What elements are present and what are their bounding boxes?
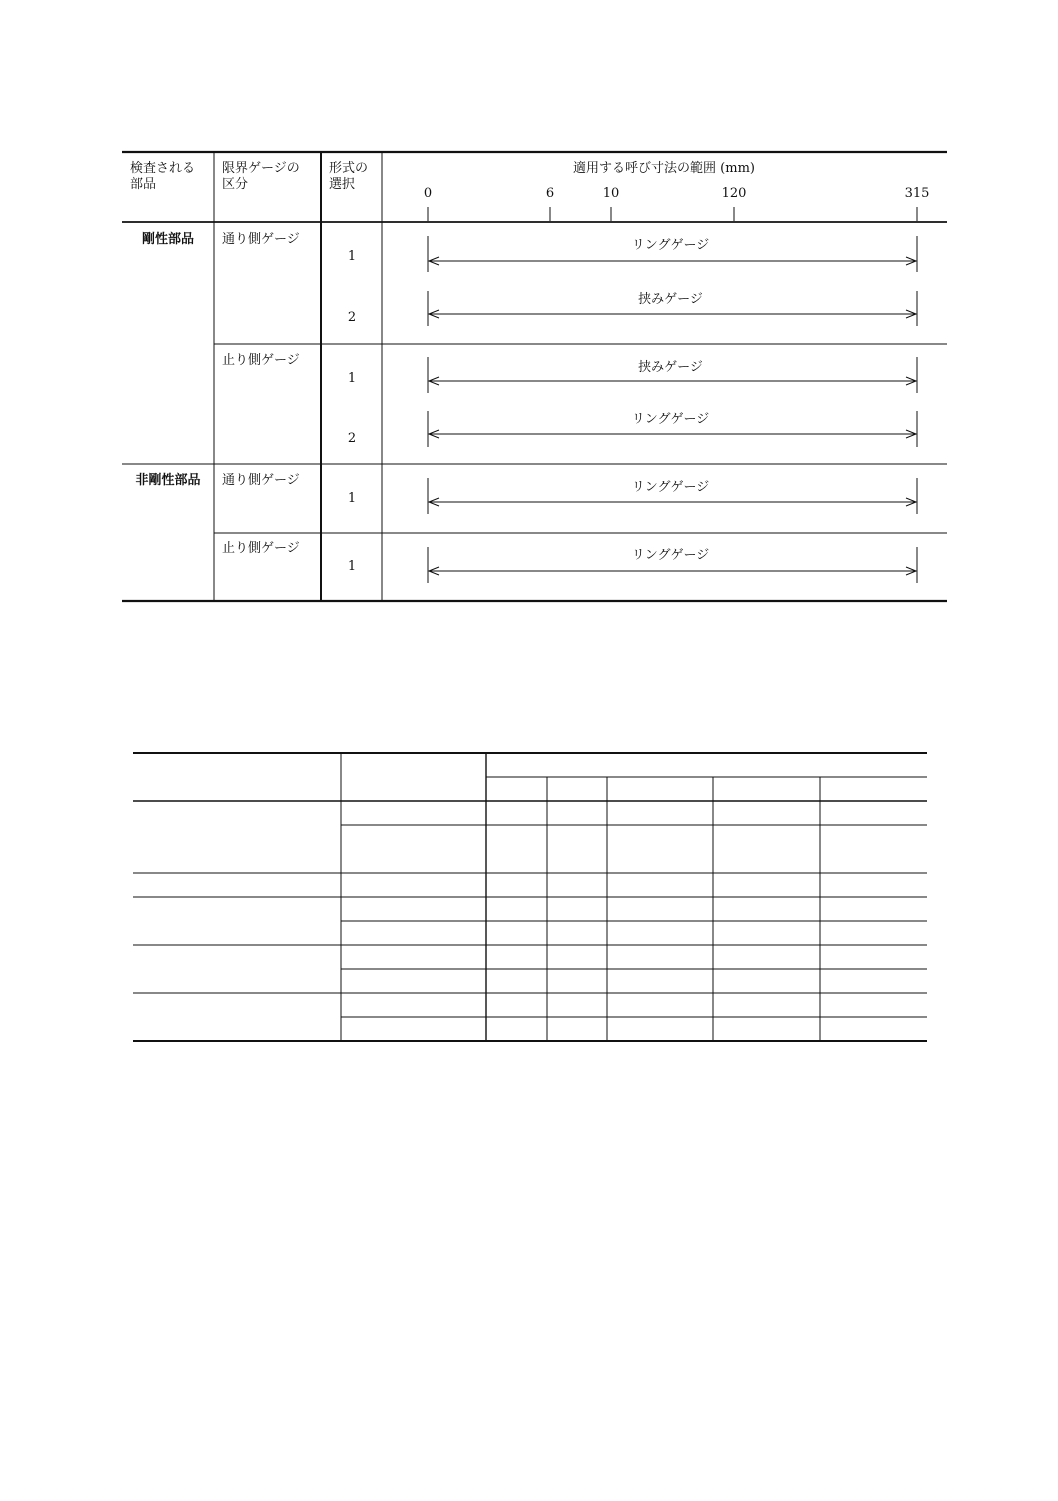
gauge-side: 通り側ゲージ: [222, 232, 300, 247]
form-number: 1: [347, 249, 357, 264]
form-number: 1: [347, 491, 357, 506]
part-category: 剛性部品: [141, 232, 195, 247]
gauge-side: 止り側ゲージ: [222, 353, 300, 368]
gauge-type-label: リングゲージ: [631, 548, 710, 563]
form-number: 1: [347, 371, 357, 386]
header-part-line2: 部品: [130, 177, 157, 192]
part-category: 非剛性部品: [135, 473, 201, 488]
header-part-line1: 検査される: [130, 161, 196, 176]
header-gauge-line2: 区分: [222, 177, 249, 192]
gauge-type-label: 挟みゲージ: [638, 292, 703, 307]
form-number: 2: [347, 431, 357, 446]
header-range-title: 適用する呼び寸法の範囲 (mm): [573, 161, 755, 176]
table1-row: [348, 411, 917, 447]
table1-row: [222, 541, 917, 583]
tick-label: 6: [545, 186, 555, 201]
table1-row: [142, 231, 917, 272]
gauge-side: 通り側ゲージ: [222, 473, 300, 488]
table1-row: [135, 472, 917, 514]
gauge-type-label: リングゲージ: [631, 480, 710, 495]
tick-label: 0: [423, 186, 433, 201]
table1-row: [348, 291, 917, 326]
gauge-type-label: リングゲージ: [631, 412, 710, 427]
header-form-line2: 選択: [329, 177, 356, 192]
header-form-line1: 形式の: [329, 161, 369, 176]
form-number: 1: [347, 559, 357, 574]
table1-body: [135, 231, 917, 583]
gauge-type-label: リングゲージ: [631, 238, 710, 253]
gauge-selection-table: [122, 152, 947, 601]
gauge-type-label: 挟みゲージ: [638, 360, 703, 375]
empty-table: [133, 753, 927, 1041]
size-range-scale: [424, 186, 930, 221]
gauge-side: 止り側ゲージ: [222, 541, 300, 556]
tick-label: 120: [721, 186, 747, 201]
tick-label: 315: [904, 186, 930, 201]
form-number: 2: [347, 310, 357, 325]
header-gauge-line1: 限界ゲージの: [222, 161, 300, 176]
tick-label: 10: [602, 186, 620, 201]
table1-row: [222, 353, 917, 393]
